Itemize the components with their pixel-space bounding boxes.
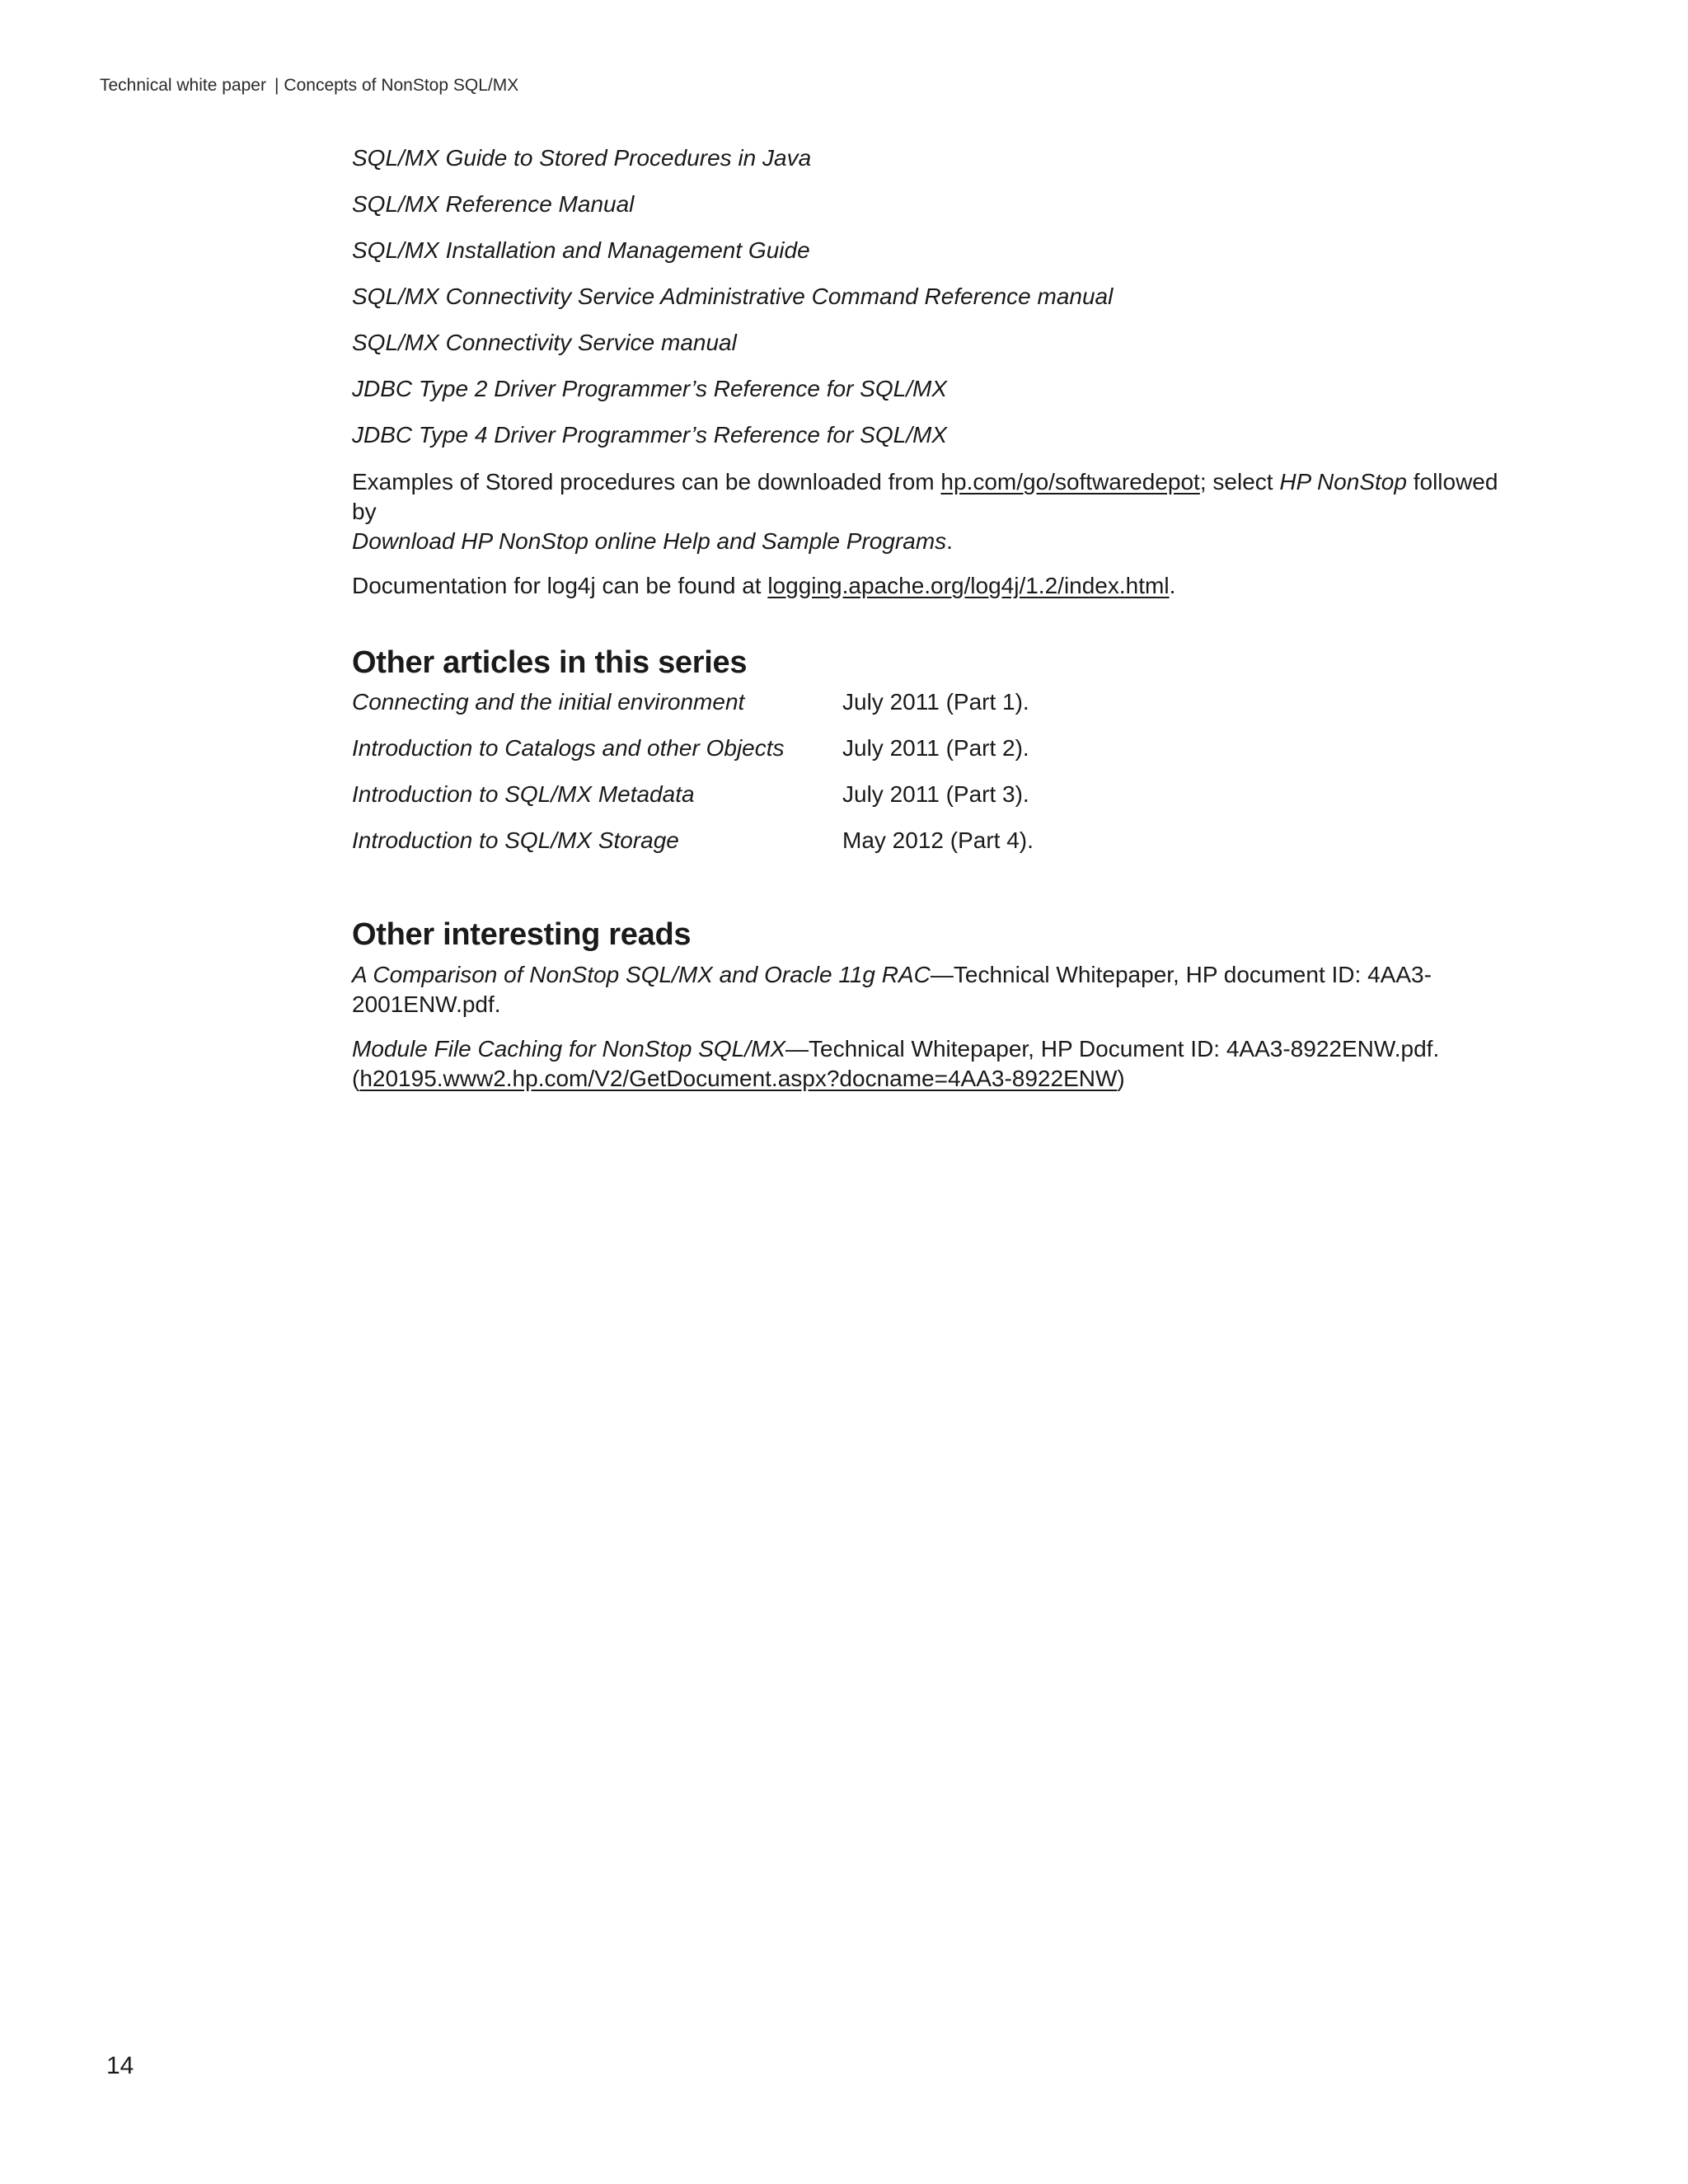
running-header (100, 76, 518, 96)
reference-item: JDBC Type 4 Driver Programmer’s Reference for SQL/MX (352, 422, 947, 448)
articles-heading: Other articles in this series (352, 645, 748, 680)
page-number: 14 (106, 2052, 134, 2079)
examples-text: followed by (352, 469, 1498, 524)
header-separator: | (274, 76, 279, 95)
header-doc-type: Technical white paper (100, 76, 266, 95)
getdocument-link[interactable]: h20195.www2.hp.com/V2/GetDocument.aspx?docname=4AA3-8922ENW (359, 1066, 1118, 1091)
log4j-text: Documentation for log4j can be found at (352, 573, 768, 598)
softwaredepot-link[interactable]: hp.com/go/softwaredepot (940, 469, 1200, 494)
log4j-paragraph (352, 571, 1522, 601)
reference-item: SQL/MX Connectivity Service manual (352, 330, 737, 355)
table-row (352, 688, 1034, 734)
read-paren: ) (1117, 1066, 1125, 1091)
read-description: —Technical Whitepaper, HP Document ID: 4AA3-8922ENW.pdf. (785, 1036, 1440, 1062)
table-row (352, 780, 1034, 827)
read-item (352, 1034, 1522, 1094)
page-content (352, 144, 1522, 1094)
article-date: May 2012 (Part 4). (842, 827, 1034, 853)
article-title: Introduction to SQL/MX Metadata (352, 781, 695, 807)
article-title: Introduction to Catalogs and other Objects (352, 735, 785, 761)
examples-emphasis: HP NonStop (1279, 469, 1407, 494)
article-date: July 2011 (Part 1). (842, 689, 1029, 715)
examples-emphasis: Download HP NonStop online Help and Sample Programs (352, 528, 947, 554)
log4j-text: . (1169, 573, 1176, 598)
log4j-link[interactable]: logging.apache.org/log4j/1.2/index.html (767, 573, 1170, 598)
reference-list (352, 144, 1522, 449)
reads-list (352, 960, 1522, 1094)
table-row (352, 734, 1034, 780)
examples-text: Examples of Stored procedures can be downloaded from (352, 469, 941, 494)
reference-item: JDBC Type 2 Driver Programmer’s Reference for SQL/MX (352, 376, 947, 401)
articles-table (352, 688, 1034, 873)
reference-item: SQL/MX Connectivity Service Administrative Command Reference manual (352, 284, 1114, 309)
reference-item: SQL/MX Guide to Stored Procedures in Java (352, 145, 812, 171)
reference-item: SQL/MX Installation and Management Guide (352, 237, 810, 263)
read-title: Module File Caching for NonStop SQL/MX (352, 1036, 786, 1062)
article-title: Introduction to SQL/MX Storage (352, 827, 679, 853)
reads-heading: Other interesting reads (352, 917, 692, 952)
examples-text: . (946, 528, 953, 554)
table-row (352, 827, 1034, 873)
header-doc-title: Concepts of NonStop SQL/MX (284, 76, 519, 95)
read-title: A Comparison of NonStop SQL/MX and Oracle 11g RAC (352, 962, 931, 987)
read-paren: ( (352, 1066, 360, 1091)
article-date: July 2011 (Part 2). (842, 735, 1029, 761)
article-title: Connecting and the initial environment (352, 689, 745, 715)
examples-text: ; select (1199, 469, 1280, 494)
reference-item: SQL/MX Reference Manual (352, 191, 635, 217)
read-description: —Technical Whitepaper, HP document ID: 4AA3-2001ENW.pdf. (352, 962, 1432, 1017)
read-item (352, 960, 1522, 1019)
article-date: July 2011 (Part 3). (842, 781, 1029, 807)
examples-paragraph (352, 467, 1522, 556)
